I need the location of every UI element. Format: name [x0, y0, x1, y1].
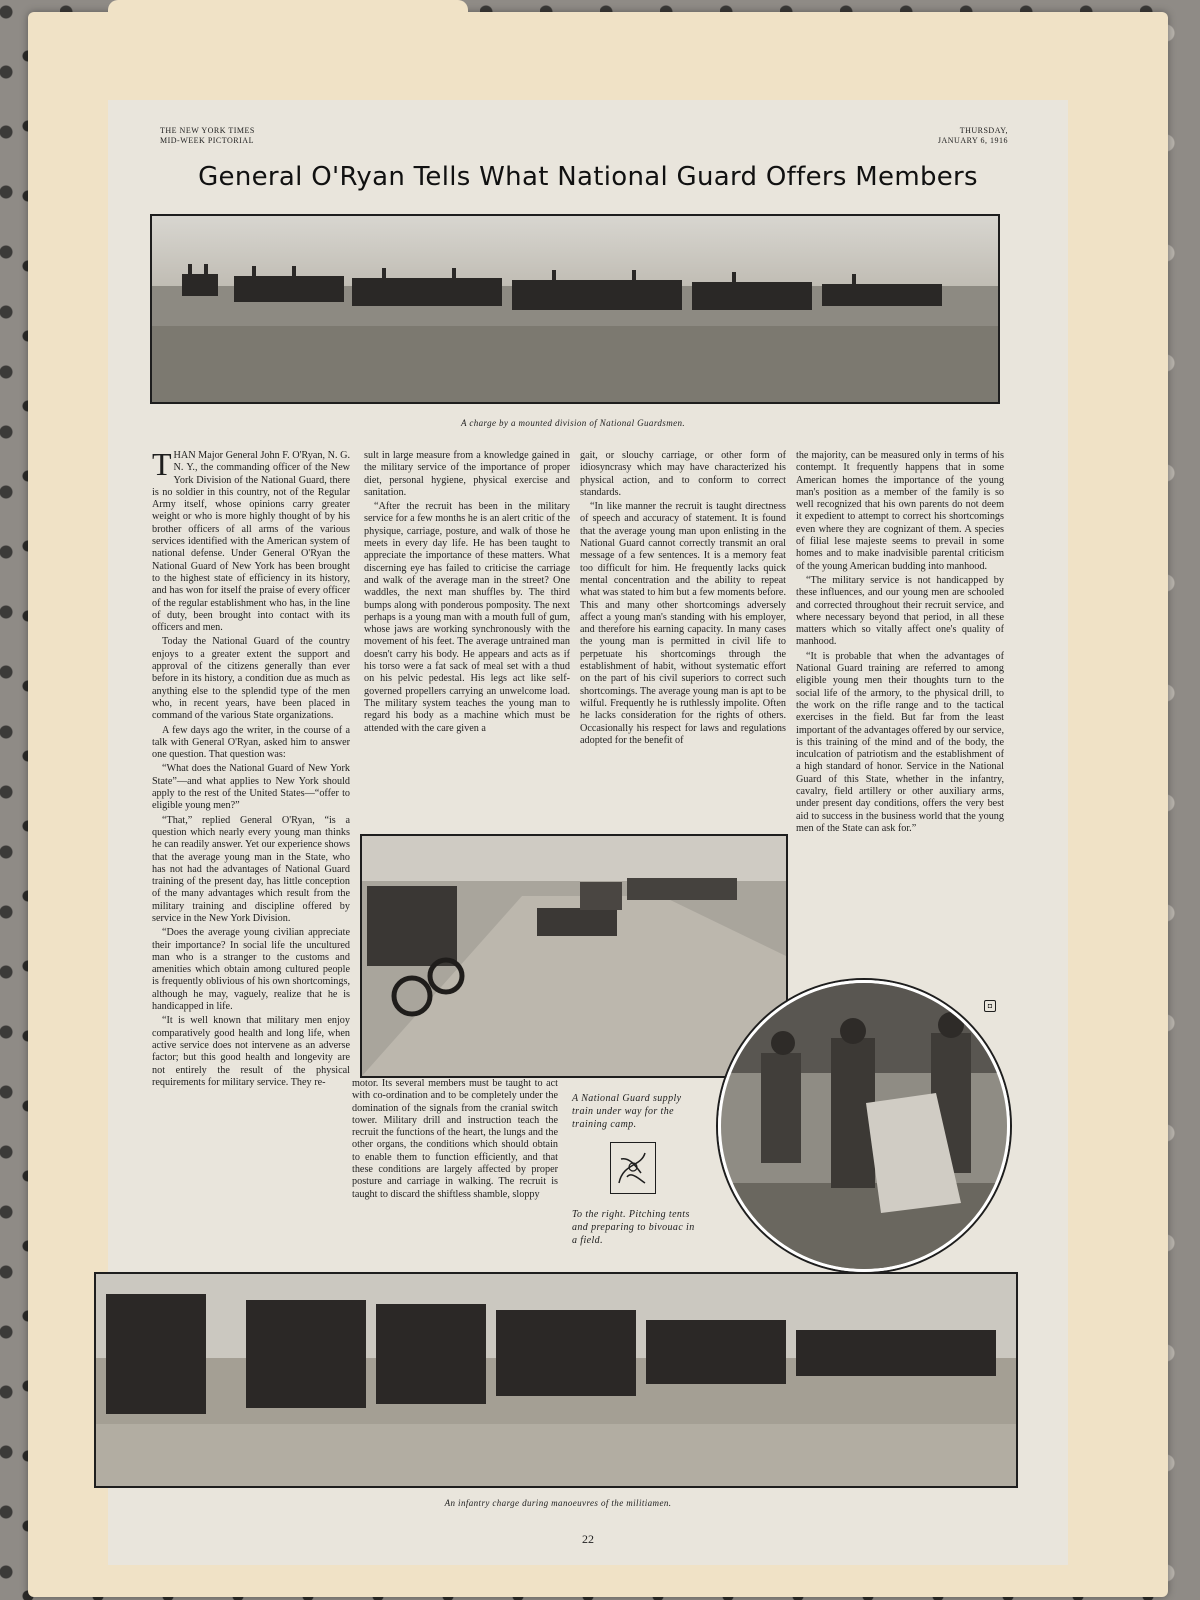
article-paragraph: “It is probable that when the advantages of National Guard training are referred to among eligible young men their thoughts turn to the social life of the armory, to the physical drill, to the work on the rifle range and to the tactical exercises in the field. But far from the least important of the advantages offered by our service, is this training of the mind and of the body, the inculcation of patriotism and the establishment of a high standard of honor. Service in the National Guard of this State, whether in the infantry, cavalry, field artillery or other auxiliary arms, under present day conditions, offers the very best aid to success in the business world that the young men of the State can ask for.”: [796, 650, 1004, 834]
article-column-2: [364, 450, 570, 820]
drop-cap: T: [152, 450, 172, 482]
article-column-5: [352, 1078, 558, 1248]
infantry-photo: [94, 1272, 1018, 1488]
tents-photo: [718, 980, 1010, 1272]
article-paragraph: motor. Its several members must be taught to act with co-ordination and to be completely under the domination of the signals from the cranial switch tower. Military drill and instruction teach the recruit the functions of the heart, the lungs and the other organs, the conditions which should obtain to enable them to function efficiently, and that these conditions are largely affected by proper posture and carriage in walking. The recruit is taught to discard the shiftless shamble, sloppy: [352, 1078, 558, 1200]
supply-train-caption: A National Guard supply train under way for the training camp.: [572, 1093, 682, 1130]
newspaper-page: [108, 100, 1068, 1565]
article-paragraph: “Does the average young civilian appreciate their importance? In social life the uncultured man who is a stranger to the customs and amenities which obtain among cultured people is frequently oblivious of his own shortcomings, although he may, vaguely, realize that he is handicapped in life.: [152, 927, 350, 1013]
publication-header: THE NEW YORK TIMES MID-WEEK PICTORIAL: [160, 126, 255, 145]
article-paragraph: sult in large measure from a knowledge gained in the military service of the importance of proper diet, personal hygiene, physical exercise and sanitation.: [364, 450, 570, 498]
cavalry-photo: [150, 214, 1000, 404]
article-column-4: [796, 450, 1004, 962]
ornament-icon: [610, 1142, 656, 1194]
folder-tab: [108, 0, 468, 60]
page-number: 22: [582, 1532, 594, 1546]
tents-caption: To the right. Pitching tents and preparing to bivouac in a field.: [572, 1209, 695, 1246]
article-paragraph: the majority, can be measured only in terms of his contempt. It frequently happens that in some American homes the importance of the young man's position as a member of the family is so well recognized that his own parents do not deem it expedient to attempt to correct his shortcomings even where they are cognizant of them. A species of filial lese majeste seems to prevail in some homes and to make inadvisible parental criticism of the young American budding into manhood.: [796, 450, 1004, 572]
article-paragraph: “In like manner the recruit is taught directness of speech and accuracy of statement. It is found that the average young man upon enlisting in the National Guard cannot correctly transmit an oral message of a few sentences. It is a memory feat too difficult for him. He frequently lacks quick mental concentration and the ability to repeat what was stated to him but a few moments before. This and many other shortcomings adversely affect a young man's standing with his employer, and therefore his earning capacity. In many cases the young man is permitted in civil life to perpetuate his shortcomings through the establishment of habit, without systematic effort on the part of his civil superiors to correct such shortcomings. The average young man is apt to be wilful. Frequently he is ruthlessly impolite. Often he lacks consideration for the rights of others. Occasionally his respect for laws and regulations adopted for the benefit of: [580, 501, 786, 746]
article-paragraph: “After the recruit has been in the military service for a few months he is an alert critic of the physique, carriage, posture, and walk of those he meets in every day life. He has been taught to appreciate the importance of these matters. What discerning eye has failed to criticise the carriage and walk of the average man in the street? One waddles, the next man shuffles by. The third bumps along with ponderous pomposity. The next perhaps is a young man with a mouth full of gum, whose jaws are working synchronously with the movement of his feet. The average untrained man doesn't carry his body. He appears and acts as if his torso were a fat sack of meal set with a thud on his pelvic pedestal. His legs act like self-governed propellers carrying an unwelcome load. The military system teaches the young man to regard his body as a machine which must be attended with the care given a: [364, 501, 570, 734]
article-column-3: [580, 450, 786, 820]
article-paragraph: “What does the National Guard of New York State”—and what applies to New York should apply to the rest of the United States—“offer to eligible young men?”: [152, 763, 350, 812]
article-paragraph: Today the National Guard of the country enjoys to a greater extent the support and approval of the citizens generally than ever before in its history, a condition due as much as anything else to the splendid type of the men who, in recent years, have been placed in command of the various State organizations.: [152, 636, 350, 722]
end-mark-icon: ◘: [984, 1000, 996, 1012]
date-header: THURSDAY, JANUARY 6, 1916: [937, 126, 1008, 145]
cavalry-caption: A charge by a mounted division of National Guardsmen.: [460, 418, 686, 428]
article-paragraph: gait, or slouchy carriage, or other form of idiosyncrasy which may have characterized his physical action, and to conform to correct standards.: [580, 450, 786, 498]
supply-train-photo: [360, 834, 788, 1078]
article-paragraph: “That,” replied General O'Ryan, “is a question which nearly every young man thinks he can readily answer. Yet our experience shows that the average young man in the State, who has not had the advantages of National Guard training of the present day, has little conception of the many advantages which result from the military training and discipline offered by service in the New York Division.: [152, 814, 350, 924]
infantry-caption: An infantry charge during manoeuvres of the militiamen.: [444, 1498, 672, 1508]
page-title: General O'Ryan Tells What National Guard Offers Members: [198, 162, 978, 192]
article-paragraph: A few days ago the writer, in the course of a talk with General O'Ryan, asked him to answer one question. That question was:: [152, 724, 350, 761]
article-paragraph: “It is well known that military men enjoy comparatively good health and long life, when active service does not intervene as an adverse factor; but this good health and longevity are not entirely the result of the physical requirements for military service. They re-: [152, 1015, 350, 1088]
article-paragraph: “The military service is not handicapped by these influences, and our young men are schooled and corrected throughout their recruit service, and where necessary beyond that period, in all these matters which so vitally affect one's quality of manhood.: [796, 574, 1004, 648]
article-column-1: [152, 450, 350, 1258]
article-paragraph: THAN Major General John F. O'Ryan, N. G. N. Y., the commanding officer of the New York Division of the National Guard, there is no soldier in this country, not of the Regular Army itself, whose opinions carry greater weight or who is more highly thought of by his brother officers of all arms of the various services identified with the American system of national defense. Under General O'Ryan the National Guard of New York has been brought to the highest state of efficiency in its history, and has won for itself the praise of every officer of the regular establishment who has, in the line of duty, been brought into contact with its officers and men.: [152, 450, 350, 634]
